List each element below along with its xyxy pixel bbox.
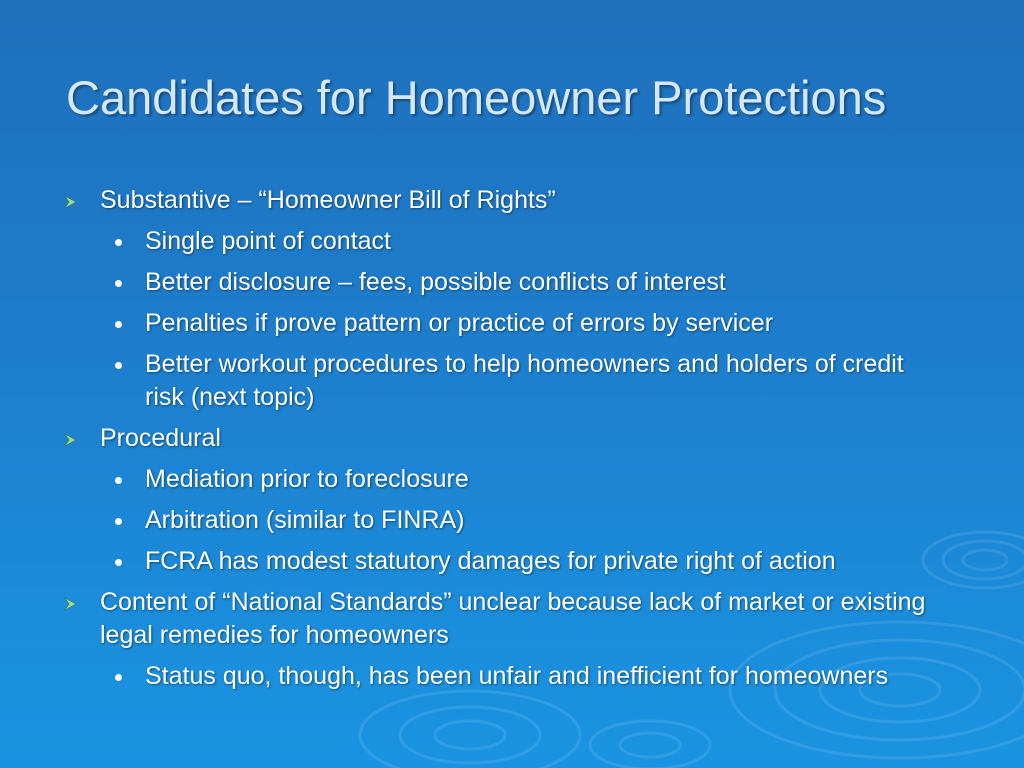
sub-bullet-text: Arbitration (similar to FINRA) bbox=[145, 506, 465, 534]
arrowhead-bullet-icon bbox=[63, 433, 77, 447]
sub-bullet-mediation bbox=[0, 463, 945, 496]
bullet-text: Content of “National Standards” unclear because lack of market or existing legal remedies for homeowners bbox=[100, 588, 926, 649]
dot-bullet-icon bbox=[115, 518, 122, 525]
bullet-substantive bbox=[0, 184, 950, 217]
dot-bullet-icon bbox=[115, 321, 122, 328]
sub-bullet-text: Penalties if prove pattern or practice of errors by servicer bbox=[145, 309, 774, 337]
sub-bullet-text: Better disclosure – fees, possible conflicts of interest bbox=[145, 268, 726, 296]
sub-bullet-text: Single point of contact bbox=[145, 227, 391, 255]
dot-bullet-icon bbox=[115, 280, 122, 287]
bullet-text: Substantive – “Homeowner Bill of Rights” bbox=[100, 186, 556, 214]
sub-bullet-text: Mediation prior to foreclosure bbox=[145, 465, 469, 493]
sub-bullet-text: Status quo, though, has been unfair and inefficient for homeowners bbox=[145, 662, 889, 690]
sub-bullet-text: FCRA has modest statutory damages for private right of action bbox=[145, 547, 836, 575]
sub-bullet-status-quo bbox=[0, 660, 945, 693]
bullet-list bbox=[0, 184, 1024, 701]
dot-bullet-icon bbox=[115, 674, 122, 681]
sub-bullet-better-workout bbox=[0, 348, 945, 414]
sub-bullet-penalties bbox=[0, 307, 945, 340]
sub-bullet-single-point-of-contact bbox=[0, 225, 945, 258]
dot-bullet-icon bbox=[115, 239, 122, 246]
dot-bullet-icon bbox=[115, 559, 122, 566]
slide-title: Candidates for Homeowner Protections bbox=[66, 71, 887, 124]
arrowhead-bullet-icon bbox=[63, 597, 77, 611]
arrowhead-bullet-icon bbox=[63, 195, 77, 209]
dot-bullet-icon bbox=[115, 477, 122, 484]
dot-bullet-icon bbox=[115, 362, 122, 369]
bullet-national-standards bbox=[0, 586, 950, 652]
bullet-text: Procedural bbox=[100, 424, 221, 452]
sub-bullet-text: Better workout procedures to help homeowners and holders of credit risk (next topic) bbox=[145, 350, 904, 411]
sub-bullet-arbitration bbox=[0, 504, 945, 537]
sub-bullet-better-disclosure bbox=[0, 266, 945, 299]
bullet-procedural bbox=[0, 422, 950, 455]
sub-bullet-fcra bbox=[0, 545, 945, 578]
